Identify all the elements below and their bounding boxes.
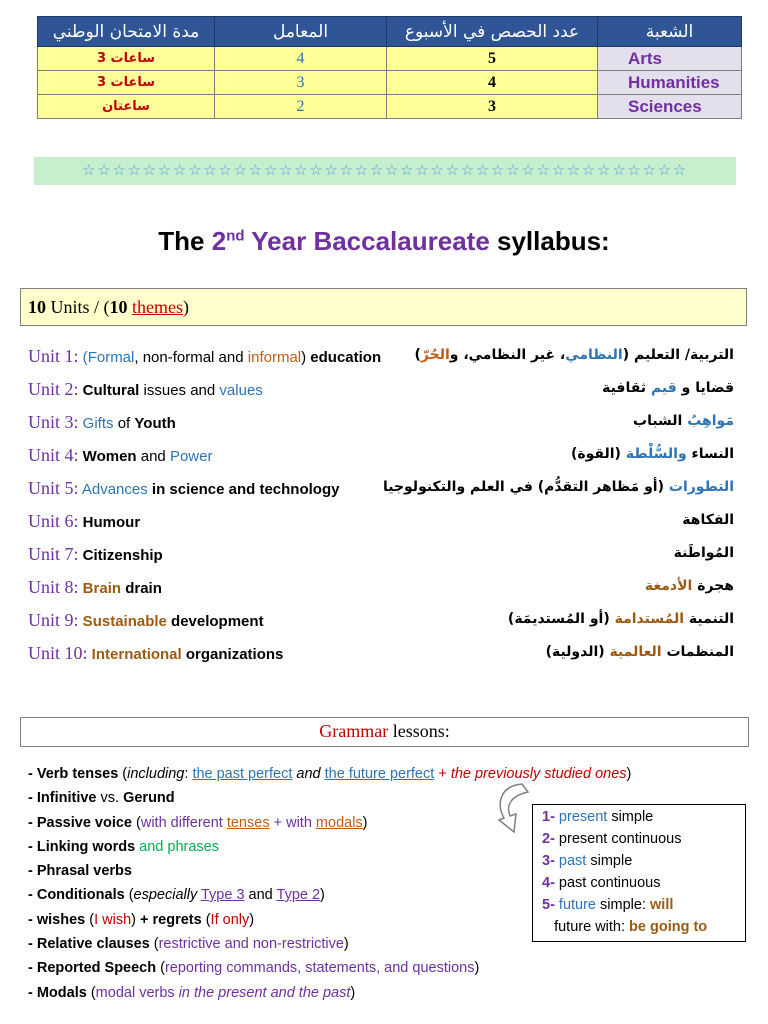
- unit-row: [28, 511, 734, 535]
- unit-label: Unit 7:: [28, 544, 79, 564]
- unit-title-segment: of: [113, 415, 135, 432]
- unit-arabic-segment: قيم: [650, 380, 677, 396]
- tense-segment: be going to: [629, 919, 708, 935]
- grammar-segment: - Conditionals: [28, 887, 125, 903]
- tense-item: [542, 897, 745, 919]
- unit-title-arabic: [674, 545, 734, 561]
- unit-title-arabic: [414, 347, 734, 363]
- grammar-segment: reporting commands, statements, and questions: [164, 960, 475, 976]
- header-coefficient: المعامل: [215, 17, 387, 47]
- unit-arabic-segment: النساء: [686, 446, 734, 462]
- tense-segment: simple: [607, 809, 654, 825]
- unit-arabic-segment: ، غير النظامي، و: [449, 347, 566, 363]
- coefficient-cell: 3: [215, 71, 387, 95]
- coefficient-cell: 2: [215, 95, 387, 119]
- grammar-segment: - Linking words: [28, 839, 136, 855]
- unit-title-segment: issues and: [143, 382, 220, 399]
- hours-cell: 3: [387, 95, 598, 119]
- unit-row: [28, 445, 734, 469]
- unit-title-english: [88, 646, 284, 663]
- unit-arabic-segment: المنظمات: [661, 644, 734, 660]
- grammar-item: [28, 912, 254, 934]
- unit-row: [28, 643, 734, 667]
- grammar-segment: - Verb tenses: [28, 766, 119, 782]
- grammar-segment: vs.: [96, 790, 124, 806]
- unit-row: [28, 412, 734, 436]
- tense-item: [542, 831, 745, 853]
- tense-segment: will: [650, 897, 674, 913]
- unit-title-arabic: [508, 611, 734, 627]
- unit-arabic-segment: (أو المُستديمَة): [507, 611, 615, 627]
- grammar-segment: ): [320, 887, 325, 903]
- unit-title-arabic: [645, 578, 734, 594]
- grammar-segment: Type 2: [276, 887, 321, 903]
- duration-cell: 3 ساعات: [38, 47, 215, 71]
- unit-title-segment: International: [87, 646, 182, 663]
- unit-row: [28, 346, 734, 370]
- units-count: 10: [28, 297, 46, 317]
- unit-title-arabic: [682, 512, 734, 528]
- tense-segment: future with:: [542, 919, 630, 935]
- unit-arabic-segment: التنمية: [684, 611, 734, 627]
- unit-title-segment: Formal: [87, 349, 135, 366]
- unit-title-arabic: [546, 644, 734, 660]
- unit-title-english: [79, 547, 163, 564]
- grammar-segment: (: [124, 887, 134, 903]
- grammar-word: Grammar: [319, 721, 389, 741]
- branch-cell: Humanities: [598, 71, 742, 95]
- unit-title-segment: Power: [169, 448, 213, 465]
- coefficient-cell: 4: [215, 47, 387, 71]
- grammar-item: [28, 960, 479, 982]
- grammar-segment: restrictive and non-restrictive: [158, 936, 344, 952]
- grammar-lessons-text: lessons:: [388, 721, 450, 741]
- unit-title-segment: , non-formal and: [134, 349, 248, 366]
- unit-arabic-segment: التطورات: [668, 479, 734, 495]
- unit-title-segment: Humour: [78, 514, 141, 531]
- grammar-item: [28, 839, 219, 861]
- unit-title-segment: drain: [121, 580, 162, 597]
- unit-title-english: [79, 415, 176, 432]
- unit-label: Unit 3:: [28, 412, 79, 432]
- branch-cell: Arts: [598, 47, 742, 71]
- grammar-segment: - Passive voice: [28, 815, 132, 831]
- title-number: 2: [211, 226, 227, 256]
- grammar-item: [28, 936, 349, 958]
- unit-title-segment: informal: [247, 349, 302, 366]
- unit-label: Unit 1:: [28, 346, 79, 366]
- tenses-box: [532, 804, 746, 942]
- unit-label: Unit 8:: [28, 577, 79, 597]
- unit-title-arabic: [602, 380, 734, 396]
- tense-segment: 4-: [542, 875, 559, 891]
- tense-segment: simple:: [596, 897, 651, 913]
- unit-title-segment: values: [219, 382, 263, 399]
- grammar-segment: ): [131, 912, 141, 928]
- unit-arabic-segment: ثقافية: [602, 380, 651, 396]
- grammar-segment: ): [249, 912, 255, 928]
- grammar-segment: including: [127, 766, 185, 782]
- unit-title-english: [79, 514, 141, 531]
- tense-segment: future: [558, 897, 597, 913]
- unit-label: Unit 4:: [28, 445, 79, 465]
- grammar-segment: tenses: [226, 815, 270, 831]
- grammar-item: [28, 985, 355, 1007]
- unit-title-arabic: [383, 479, 734, 495]
- grammar-item: [28, 887, 325, 909]
- grammar-segment: (: [201, 912, 211, 928]
- unit-title-segment: Sustainable: [78, 613, 167, 630]
- grammar-segment: ): [362, 815, 368, 831]
- unit-arabic-segment: (الدولية): [545, 644, 610, 660]
- grammar-segment: (: [149, 936, 159, 952]
- grammar-segment: + regrets: [140, 912, 202, 928]
- tense-item: [542, 809, 745, 831]
- grammar-segment: the past perfect: [192, 766, 293, 782]
- unit-title-segment: education: [310, 349, 382, 366]
- unit-arabic-segment: الحُرّ: [420, 347, 450, 363]
- star-divider: ☆☆☆☆☆☆☆☆☆☆☆☆☆☆☆☆☆☆☆☆☆☆☆☆☆☆☆☆☆☆☆☆☆☆☆☆☆☆☆☆: [34, 157, 736, 185]
- unit-row: [28, 478, 734, 502]
- grammar-segment: (: [132, 815, 141, 831]
- tense-segment: 1-: [542, 809, 559, 825]
- unit-title-english: [79, 382, 263, 399]
- tense-segment: 5-: [542, 897, 559, 913]
- unit-title-english: [79, 481, 340, 498]
- title-rest: syllabus:: [489, 226, 610, 256]
- unit-title-segment: (: [78, 349, 88, 366]
- page-title: [0, 226, 768, 257]
- unit-arabic-segment: (القوة): [570, 446, 626, 462]
- unit-title-english: [79, 349, 382, 366]
- units-text: Units / (: [46, 297, 110, 317]
- unit-title-english: [79, 580, 162, 597]
- table-row: [38, 95, 742, 119]
- grammar-item: [28, 815, 368, 837]
- unit-title-english: [79, 448, 213, 465]
- table-row: [38, 47, 742, 71]
- unit-arabic-segment: قضايا و: [676, 380, 734, 396]
- grammar-segment: ): [626, 766, 632, 782]
- grammar-segment: and: [244, 887, 277, 903]
- exam-table: [37, 16, 742, 119]
- tense-item: [542, 919, 745, 941]
- grammar-segment: + with: [269, 815, 316, 831]
- grammar-segment: ): [343, 936, 349, 952]
- unit-row: [28, 379, 734, 403]
- grammar-segment: Type 3: [200, 887, 245, 903]
- grammar-segment: ): [350, 985, 356, 1001]
- unit-title-segment: organizations: [181, 646, 284, 663]
- tense-item: [542, 853, 745, 875]
- header-branch: الشعبة: [598, 17, 742, 47]
- grammar-item: [28, 766, 631, 788]
- tense-segment: past: [558, 853, 587, 869]
- unit-label: Unit 2:: [28, 379, 79, 399]
- duration-cell: 3 ساعات: [38, 71, 215, 95]
- grammar-segment: (: [156, 960, 165, 976]
- unit-row: [28, 577, 734, 601]
- unit-title-segment: and: [140, 448, 170, 465]
- title-year: Year Baccalaureate: [244, 226, 490, 256]
- title-suffix: nd: [226, 227, 245, 245]
- unit-arabic-segment: المُستدامة: [614, 611, 685, 627]
- unit-arabic-segment: المُواطَنة: [673, 545, 734, 561]
- grammar-segment: - Phrasal verbs: [28, 863, 132, 879]
- units-header-box: [20, 288, 747, 326]
- unit-title-segment: Women: [78, 448, 141, 465]
- unit-arabic-segment: والسُّلْطة: [625, 446, 687, 462]
- unit-arabic-segment: (أو مَظاهر التقدُّم) في العلم والتكنولوجيا: [382, 479, 669, 495]
- unit-arabic-segment: النظامي: [565, 347, 623, 363]
- grammar-segment: modals: [315, 815, 363, 831]
- title-the: The: [158, 226, 212, 256]
- grammar-segment: the previously studied ones: [450, 766, 627, 782]
- grammar-segment: (: [118, 766, 128, 782]
- unit-title-segment: Youth: [134, 415, 176, 432]
- units-close: ): [183, 297, 190, 317]
- unit-label: Unit 9:: [28, 610, 79, 630]
- unit-arabic-segment: هجرة: [692, 578, 734, 594]
- unit-row: [28, 610, 734, 634]
- tense-segment: present: [558, 809, 608, 825]
- tense-segment: simple: [586, 853, 633, 869]
- grammar-segment: - Modals: [28, 985, 87, 1001]
- branch-cell: Sciences: [598, 95, 742, 119]
- grammar-segment: (: [86, 985, 96, 1001]
- grammar-header-box: [20, 717, 749, 747]
- grammar-segment: - Relative clauses: [28, 936, 150, 952]
- grammar-segment: Gerund: [123, 790, 175, 806]
- unit-arabic-segment: مَواهِبُ: [687, 413, 734, 429]
- curved-arrow-icon: [492, 778, 536, 838]
- unit-arabic-segment: التربية/ التعليم (: [622, 347, 734, 363]
- hours-cell: 5: [387, 47, 598, 71]
- unit-label: Unit 5:: [28, 478, 79, 498]
- unit-arabic-segment: الشباب: [633, 413, 688, 429]
- tense-segment: present continuous: [558, 831, 682, 847]
- unit-arabic-segment: الفكاهة: [682, 512, 734, 528]
- grammar-segment: modal verbs: [95, 985, 179, 1001]
- unit-title-segment: Advances: [78, 481, 148, 498]
- grammar-segment: ): [474, 960, 480, 976]
- grammar-segment: and phrases: [135, 839, 219, 855]
- header-hours: عدد الحصص في الأسبوع: [387, 17, 598, 47]
- grammar-segment: the future perfect: [324, 766, 435, 782]
- unit-title-segment: in science and technology: [147, 481, 340, 498]
- unit-title-segment: Cultural: [78, 382, 144, 399]
- tense-segment: 2-: [542, 831, 559, 847]
- tense-segment: 3-: [542, 853, 559, 869]
- unit-row: [28, 544, 734, 568]
- grammar-item: [28, 863, 132, 885]
- grammar-segment: (: [85, 912, 95, 928]
- unit-title-arabic: [633, 413, 734, 429]
- unit-label: Unit 6:: [28, 511, 79, 531]
- duration-cell: ساعتان: [38, 95, 215, 119]
- header-duration: مدة الامتحان الوطني: [38, 17, 215, 47]
- grammar-segment: with different: [140, 815, 227, 831]
- unit-title-segment: development: [166, 613, 264, 630]
- grammar-segment: - Reported Speech: [28, 960, 157, 976]
- unit-title-english: [79, 613, 264, 630]
- themes-count: 10: [109, 297, 128, 317]
- unit-title-segment: ): [301, 349, 311, 366]
- grammar-segment: - wishes: [28, 912, 86, 928]
- grammar-segment: I wish: [94, 912, 132, 928]
- grammar-segment: - Infinitive: [28, 790, 97, 806]
- grammar-segment: especially: [133, 887, 198, 903]
- unit-arabic-segment: العالمية: [609, 644, 662, 660]
- grammar-item: [28, 790, 175, 812]
- grammar-segment: and: [296, 766, 321, 782]
- unit-title-segment: Brain: [78, 580, 122, 597]
- table-row: [38, 71, 742, 95]
- unit-arabic-segment: الأدمغة: [644, 578, 693, 594]
- themes-link: themes: [132, 297, 184, 317]
- grammar-segment: +: [438, 766, 447, 782]
- unit-title-arabic: [571, 446, 734, 462]
- unit-arabic-segment: ): [414, 347, 421, 363]
- grammar-segment: :: [184, 766, 193, 782]
- hours-cell: 4: [387, 71, 598, 95]
- unit-label: Unit 10:: [28, 643, 88, 663]
- unit-title-segment: Citizenship: [78, 547, 163, 564]
- grammar-segment: If only: [210, 912, 250, 928]
- unit-title-segment: Gifts: [78, 415, 114, 432]
- tense-segment: past continuous: [558, 875, 661, 891]
- tense-item: [542, 875, 745, 897]
- grammar-segment: in the present and the past: [178, 985, 351, 1001]
